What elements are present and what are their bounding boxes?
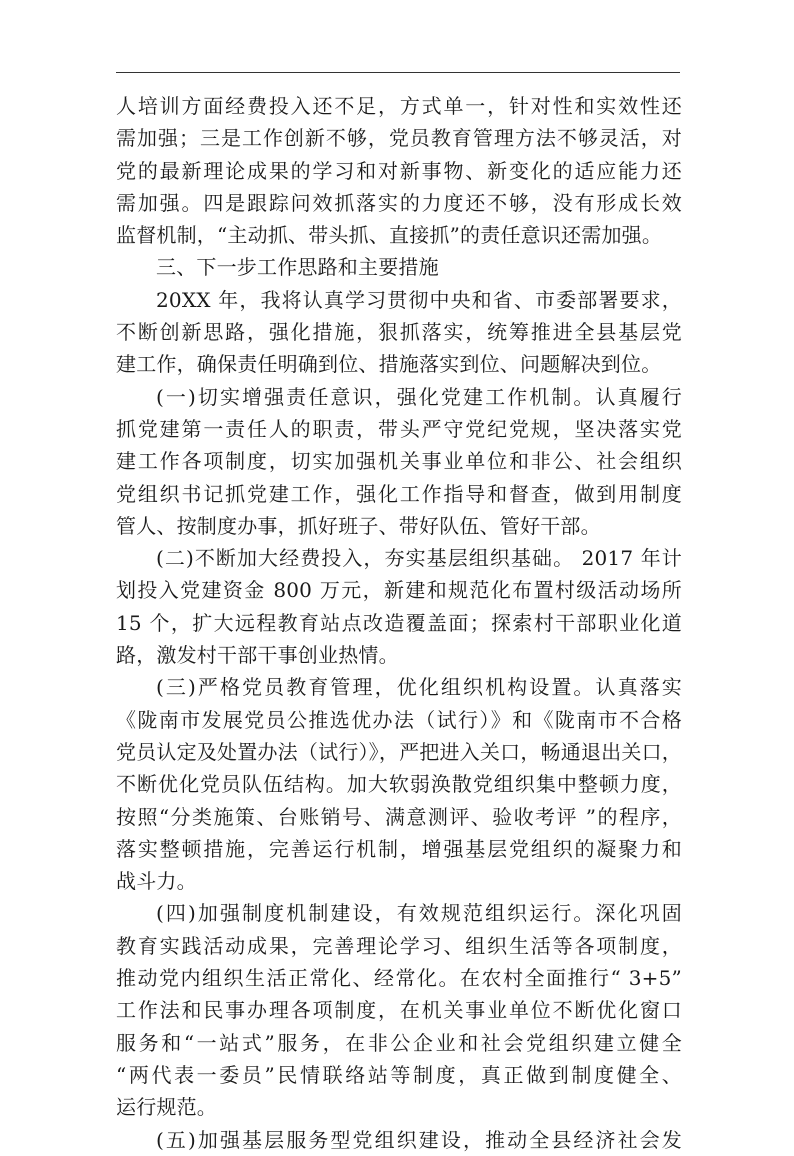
text-line: 党组织书记抓党建工作，强化工作指导和督查，做到用制度 bbox=[116, 481, 682, 506]
text-line: (三)严格党员教育管理，优化组织机构设置。认真落实 bbox=[156, 675, 682, 700]
text-line: 不断优化党员队伍结构。加大软弱涣散党组织集中整顿力度， bbox=[116, 772, 682, 797]
text-line: 不断创新思路，强化措施，狠抓落实，统筹推进全县基层党 bbox=[116, 320, 682, 345]
text-line: (二)不断加大经费投入，夯实基层组织基础。 2017 年计 bbox=[156, 546, 682, 571]
text-line: 教育实践活动成果，完善理论学习、组织生活等各项制度， bbox=[116, 933, 682, 958]
text-line: 党员认定及处置办法（试行）》，严把进入关口，畅通退出关口， bbox=[116, 739, 682, 764]
text-line: 人培训方面经费投入还不足，方式单一，针对性和实效性还 bbox=[116, 94, 682, 118]
text-line: 监督机制，“主动抓、带头抓、直接抓”的责任意识还需加强。 bbox=[116, 223, 663, 248]
text-line: 《陇南市发展党员公推选优办法（试行）》和《陇南市不合格 bbox=[116, 707, 682, 732]
text-line: 20XX 年，我将认真学习贯彻中央和省、市委部署要求， bbox=[156, 287, 682, 312]
text-line: 需加强。四是跟踪问效抓落实的力度还不够，没有形成长效 bbox=[116, 190, 682, 215]
header-rule bbox=[116, 72, 680, 73]
text-line: 推动党内组织生活正常化、经常化。在农村全面推行“ 3+5” bbox=[116, 966, 682, 991]
text-line: (四)加强制度机制建设，有效规范组织运行。深化巩固 bbox=[156, 901, 682, 926]
text-line: 抓党建第一责任人的职责，带头严守党纪党规，坚决落实党 bbox=[116, 416, 682, 441]
text-line: 运行规范。 bbox=[116, 1095, 217, 1120]
text-line: (五)加强基层服务型党组织建设，推动全县经济社会发 bbox=[156, 1127, 682, 1152]
text-line: 服务和“一站式”服务，在非公企业和社会党组织建立健全 bbox=[116, 1030, 682, 1055]
text-line: 工作法和民事办理各项制度，在机关事业单位不断优化窗口 bbox=[116, 998, 682, 1023]
text-line: “两代表一委员”民情联络站等制度，真正做到制度健全、 bbox=[116, 1062, 682, 1087]
text-line: 按照“分类施策、台账销号、满意测评、验收考评 ”的程序， bbox=[116, 804, 682, 829]
text-line: 15 个，扩大远程教育站点改造覆盖面；探索村干部职业化道 bbox=[116, 610, 682, 635]
text-line: 划投入党建资金 800 万元，新建和规范化布置村级活动场所 bbox=[116, 578, 682, 603]
text-line: 三、下一步工作思路和主要措施 bbox=[156, 255, 439, 280]
text-line: 需加强；三是工作创新不够，党员教育管理方法不够灵活，对 bbox=[116, 126, 682, 151]
text-line: 路，激发村干部干事创业热情。 bbox=[116, 643, 399, 668]
text-line: 建工作，确保责任明确到位、措施落实到位、问题解决到位。 bbox=[116, 352, 662, 377]
document-body bbox=[116, 90, 682, 1156]
text-line: 管人、按制度办事，抓好班子、带好队伍、管好干部。 bbox=[116, 513, 601, 538]
text-line: (一)切实增强责任意识，强化党建工作机制。认真履行 bbox=[156, 384, 682, 409]
text-line: 党的最新理论成果的学习和对新事物、新变化的适应能力还 bbox=[116, 158, 682, 183]
text-line: 战斗力。 bbox=[116, 869, 197, 894]
text-line: 落实整顿措施，完善运行机制，增强基层党组织的凝聚力和 bbox=[116, 836, 682, 861]
text-line: 建工作各项制度，切实加强机关事业单位和非公、社会组织 bbox=[116, 449, 682, 474]
